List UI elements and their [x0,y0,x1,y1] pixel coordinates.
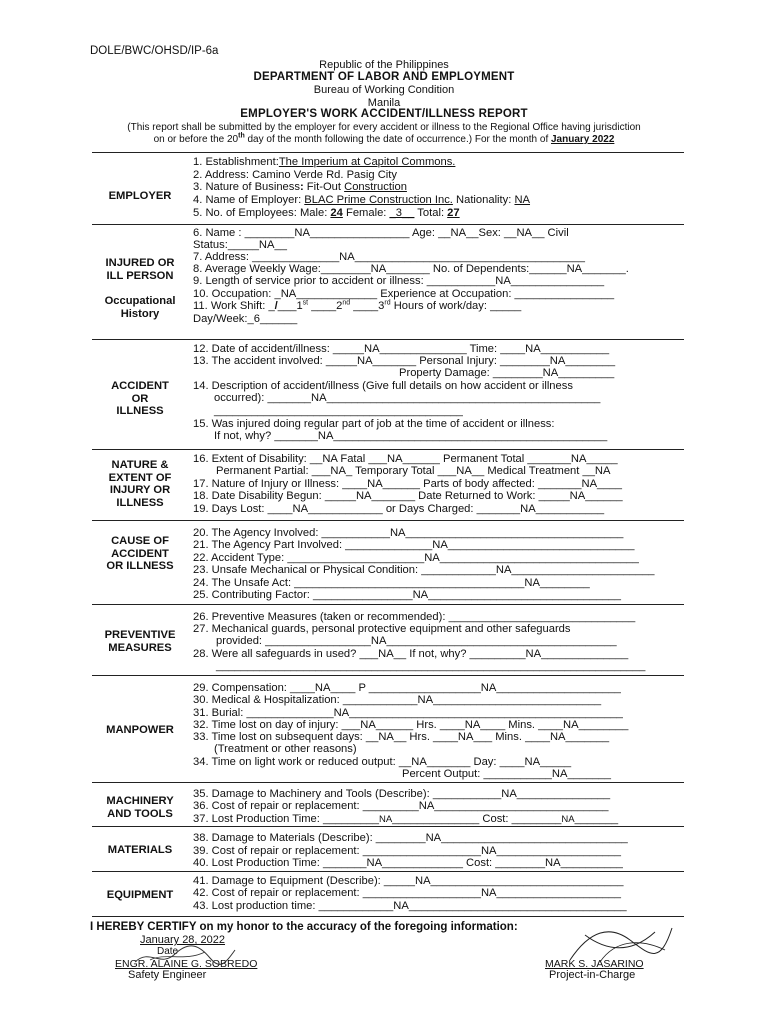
field-unsafe-act: 24. The Unsafe Act: _____________________________________NA________ [193,577,590,589]
divider [92,675,684,676]
field-mechanical-guards: 27. Mechanical guards, personal protective equipment and other safeguards [193,623,571,635]
field-accident-type: 22. Accident Type: ______________________NA________________________________ [193,552,639,564]
field-accident-involved: 13. The accident involved: _____NA_______ Personal Injury: ________NA________ [193,355,616,367]
certification-date: January 28, 2022 [140,934,226,946]
bureau-line: Bureau of Working Condition [313,84,455,96]
divider [92,449,684,450]
field-agency-part: 21. The Agency Part Involved: ______________NA______________________________ [193,539,635,551]
section-employer: EMPLOYER [108,190,172,202]
field-nature-of-injury: 17. Nature of Injury or Illness: ____NA______ Parts of body affected: _______NA____ [193,478,622,490]
divider [92,826,684,827]
field-equipment-cost: 42. Cost of repair or replacement: ___________________NA____________________ [193,887,621,899]
submission-note-line1: (This report shall be submitted by the employer for every accident or illness to the Regional Office having jurisdiction [127,122,641,133]
field-day-week: Day/Week:_6______ [193,313,298,325]
field-time-lost-subsequent: 33. Time lost on subsequent days: __NA__ Hrs. ____NA___ Mins. ____NA_______ [193,731,610,743]
field-property-damage: Property Damage: ________NA_________ [399,367,615,379]
department-title: DEPARTMENT OF LABOR AND EMPLOYMENT [253,71,515,83]
date-label: Date [157,946,179,957]
field-damage-machinery: 35. Damage to Machinery and Tools (Describe): ___________NA_______________ [193,788,611,800]
field-compensation: 29. Compensation: ____NA____ P __________________NA____________________ [193,682,621,694]
divider [92,520,684,521]
divider [92,224,684,225]
field-burial: 31. Burial: ______________NA____________________________________________ [193,707,623,719]
field-regular-job: 15. Was injured doing regular part of job at the time of accident or illness: [193,418,555,430]
section-materials: MATERIALS [107,844,173,856]
field-damage-equipment: 41. Damage to Equipment (Describe): _____NA_______________________________ [193,875,624,887]
certification-statement: I HEREBY CERTIFY on my honor to the accuracy of the foregoing information: [90,921,518,933]
field-extent-of-disability: 16. Extent of Disability: __NA Fatal ___NA______ Permanent Total _______NA_____ [193,453,618,465]
divider [92,604,684,605]
section-cause: CAUSE OF ACCIDENT OR ILLNESS [106,535,174,572]
field-description-extra: ________________________________________ [214,405,463,417]
field-machinery-lost-time: 37. Lost Production Time: _________NA______________ Cost: ________NA_______ [193,813,619,825]
field-weekly-wage: 8. Average Weekly Wage:________NA_______ No. of Dependents:______NA_______. [193,263,629,275]
report-month: January 2022 [551,134,615,145]
section-manpower: MANPOWER [106,724,174,736]
divider [92,152,684,153]
section-equipment: EQUIPMENT [106,889,174,901]
field-time-lost-day: 32. Time lost on day of injury: ___NA______ Hrs. ____NA____ Mins. ____NA________ [193,719,629,731]
field-machinery-cost: 36. Cost of repair or replacement: _________NA____________________________ [193,800,609,812]
field-civil-status: Status:_____NA__ [193,239,287,251]
field-days-lost: 19. Days Lost: ____NA____________ or Days Charged: _______NA___________ [193,503,605,515]
field-length-of-service: 9. Length of service prior to accident or illness: ___________NA_______________ [193,275,605,287]
safety-engineer-name: ENGR. ALAINE G. SOBREDO [115,958,258,970]
field-if-not-why: If not, why? _______NA____________________________________________ [214,430,608,442]
project-in-charge-title: Project-in-Charge [549,969,636,981]
divider [92,871,684,872]
field-equipment-lost-time: 43. Lost production time: ____________NA___________________________________ [193,900,627,912]
field-safeguards-used: 28. Were all safeguards in used? ___NA__ If not, why? _________NA______________ [193,648,629,660]
field-name: 6. Name : ________NA________________ Age: __NA__Sex: __NA__ Civil [193,227,569,239]
field-description-occurred: occurred): _______NA____________________________________________ [214,392,601,404]
section-preventive: PREVENTIVE MEASURES [104,629,176,654]
section-occupational-history: Occupational History [104,295,176,320]
field-light-work: 34. Time on light work or reduced output: __NA_______ Day: ____NA_____ [193,756,572,768]
field-materials-lost-time: 40. Lost Production Time: _______NA_____________ Cost: ________NA__________ [193,857,623,869]
field-unsafe-condition: 23. Unsafe Mechanical or Physical Condition: ____________NA_______________________ [193,564,655,576]
field-date-of-accident: 12. Date of accident/illness: _____NA______________ Time: ____NA___________ [193,343,610,355]
field-occupation: 10. Occupation: _NA_____________ Experience at Occupation: ________________ [193,288,615,300]
field-description: 14. Description of accident/illness (Give full details on how accident or illness [193,380,573,392]
submission-note-line2: on or before the 20th day of the month following the date of occurrence.) For the month of January 2022 [153,132,615,145]
section-nature-extent: NATURE & EXTENT OF INJURY OR ILLNESS [108,459,172,509]
field-permanent-partial: Permanent Partial: ___NA_ Temporary Total ___NA__ Medical Treatment __NA [216,465,611,477]
city-line: Manila [367,97,401,109]
field-contributing-factor: 25. Contributing Factor: ________________NA_______________________________ [193,589,621,601]
divider [92,916,684,917]
field-establishment: 1. Establishment:The Imperium at Capitol Commons. [193,156,456,168]
safety-engineer-title: Safety Engineer [128,969,207,981]
field-materials-cost: 39. Cost of repair or replacement: ___________________NA____________________ [193,845,621,857]
field-work-shift: 11. Work Shift: _/___1st ____2nd ____3rd Hours of work/day: _____ [193,299,522,312]
project-in-charge-name: MARK S. JASARINO [545,958,644,970]
field-no-of-employees: 5. No. of Employees: Male: 24 Female: _3__ Total: 27 [193,207,460,219]
field-agency-involved: 20. The Agency Involved: ___________NA___________________________________ [193,527,624,539]
republic-line: Republic of the Philippines [319,59,449,71]
field-treatment-note: (Treatment or other reasons) [214,743,357,755]
field-damage-materials: 38. Damage to Materials (Describe): ________NA______________________________ [193,832,628,844]
field-injured-address: 7. Address: ______________NA_____________________________________ [193,251,585,263]
field-nature-of-business: 3. Nature of Business: Fit-Out Construction [193,181,407,193]
divider [92,782,684,783]
form-code: DOLE/BWC/OHSD/IP-6a [90,45,219,57]
field-percent-output: Percent Output: ___________NA_______ [402,768,612,780]
report-title: EMPLOYER'S WORK ACCIDENT/ILLNESS REPORT [240,108,528,120]
section-accident: ACCIDENT OR ILLNESS [111,380,169,417]
section-injured-person: INJURED OR ILL PERSON [105,257,175,282]
divider [92,339,684,340]
field-provided: provided: _________________NA_____________________________________ [216,635,617,647]
signature-left-scribble [130,940,240,970]
field-employer-name: 4. Name of Employer: BLAC Prime Construction Inc. Nationality: NA [193,194,531,206]
field-medical: 30. Medical & Hospitalization: ____________NA___________________________ [193,694,602,706]
field-address: 2. Address: Camino Verde Rd. Pasig City [193,169,397,181]
field-safeguards-extra: _____________________________________________________________________ [216,660,646,672]
field-date-disability-begun: 18. Date Disability Begun: _____NA_______ Date Returned to Work: _____NA______ [193,490,623,502]
signature-right-scribble [560,920,680,970]
section-machinery: MACHINERY AND TOOLS [106,795,174,820]
field-preventive-measures: 26. Preventive Measures (taken or recommended): ______________________________ [193,611,636,623]
